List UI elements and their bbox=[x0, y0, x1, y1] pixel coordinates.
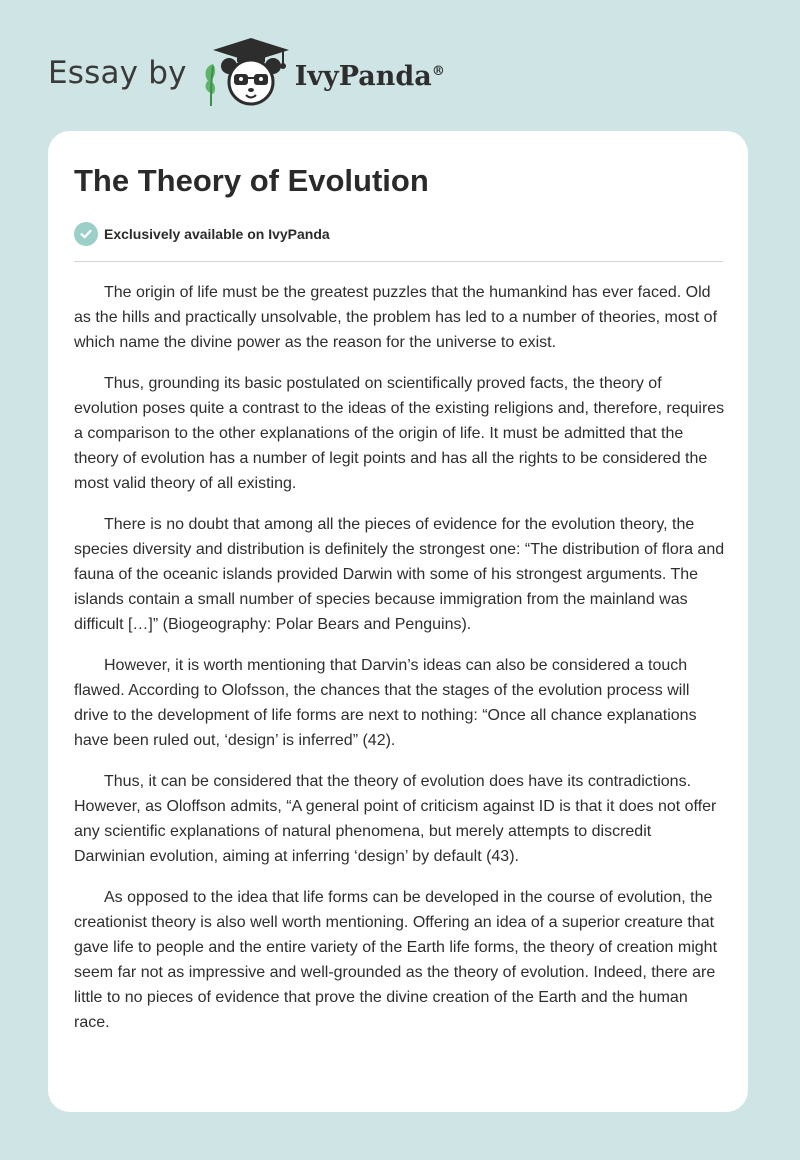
paragraph: The origin of life must be the greatest puzzles that the humankind has ever faced. Old as the hills and practically unsolvable, the problem has led to a number of theories, most of which name the divine power as the reason for the universe to exist. bbox=[74, 284, 718, 351]
brand-name: IvyPanda® bbox=[294, 60, 445, 92]
paragraph: As opposed to the idea that life forms can be developed in the course of evolution, the creationist theory is also well worth mentioning. Offering an idea of a superior creature that gave life to people and the entire variety of the Earth life forms, the theory of creation might seem far not as impressive and well-grounded as the theory of evolution. Indeed, there are little to no pieces of evidence that prove the divine creation of the Earth and the human race. bbox=[74, 889, 718, 1031]
availability-label: Exclusively available on IvyPanda bbox=[104, 226, 330, 242]
registered-mark: ® bbox=[431, 63, 445, 79]
availability-badge bbox=[74, 222, 330, 246]
paragraph: Thus, grounding its basic postulated on scientifically proved facts, the theory of evolution poses quite a contrast to the ideas of the existing religions and, therefore, requires a comparison to the other explanations of the origin of life. It must be admitted that the theory of evolution has a number of legit points and has all the rights to be considered the most valid theory of all existing. bbox=[74, 375, 725, 492]
paragraph: However, it is worth mentioning that Darvin’s ideas can also be considered a touch flawed. According to Olofsson, the chances that the stages of the evolution process will drive to the development of life forms are next to nothing: “Once all chance explanations have been ruled out, ‘design’ is inferred” (42). bbox=[74, 657, 697, 749]
paragraph: There is no doubt that among all the pieces of evidence for the evolution theory, the species diversity and distribution is definitely the strongest one: “The distribution of flora and fauna of the oceanic islands provided Darwin with some of his strongest arguments. The islands contain a small number of species because immigration from the mainland was difficult […]” (Biogeography: Polar Bears and Penguins). bbox=[74, 516, 725, 633]
essay-body bbox=[74, 280, 726, 1051]
page-title: The Theory of Evolution bbox=[74, 163, 429, 198]
divider bbox=[74, 261, 723, 262]
site-header bbox=[48, 36, 445, 110]
paragraph: Thus, it can be considered that the theory of evolution does have its contradictions. However, as Oloffson admits, “A general point of criticism against ID is that it does not offer any scientific explanations of natural phenomena, but merely attempts to discredit Darwinian evolution, aiming at inferring ‘design’ by default (43). bbox=[74, 773, 717, 865]
check-circle-icon bbox=[74, 222, 98, 246]
essay-by-label: Essay by bbox=[48, 55, 187, 91]
essay-card bbox=[48, 131, 748, 1112]
panda-graduate-icon bbox=[201, 36, 291, 110]
